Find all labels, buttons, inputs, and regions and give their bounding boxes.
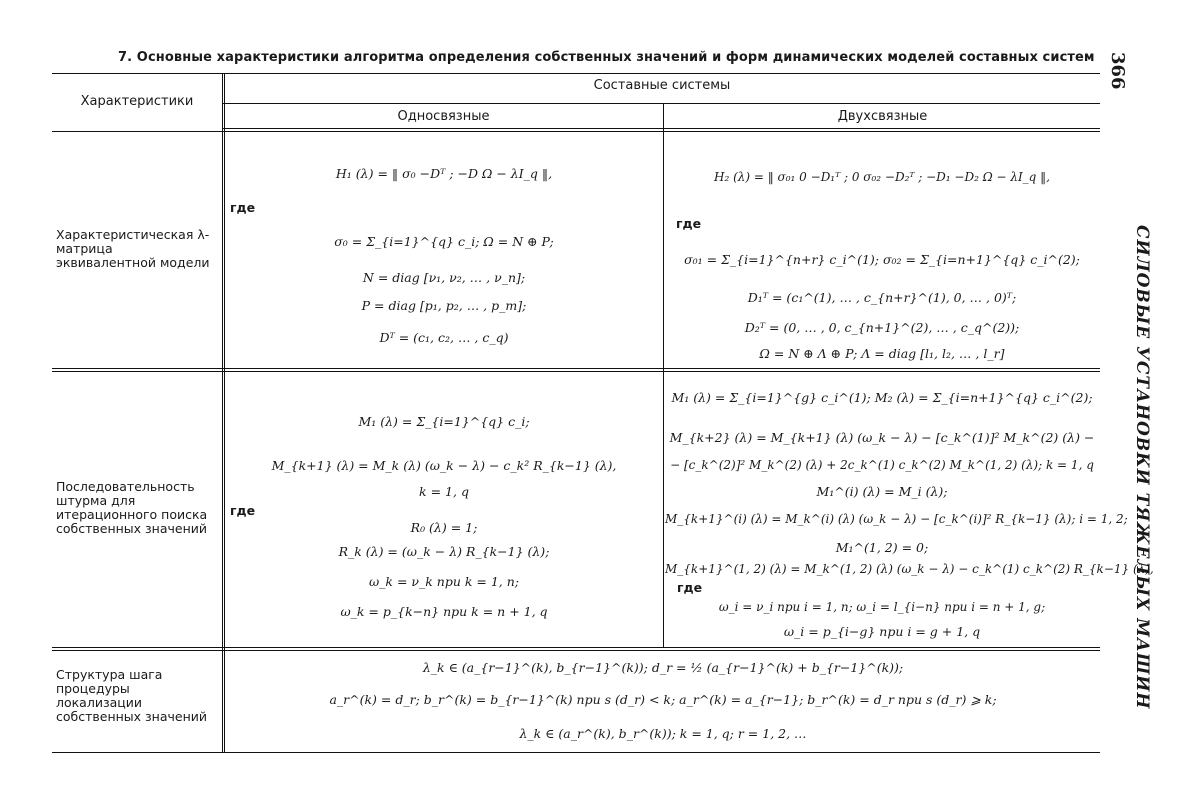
- formula: N = diag [ν₁, ν₂, … , ν_n];: [362, 270, 526, 285]
- formula: M₁ (λ) = Σ_{i=1}^{g} c_i^(1); M₂ (λ) = Σ_{i=n+1}^{q} c_i^(2);: [671, 390, 1093, 405]
- table-caption: 7. Основные характеристики алгоритма определения собственных значений и форм динамических моделей составных систем: [118, 50, 1095, 65]
- formula: ω_k = p_{k−n} при k = n + 1, q: [340, 604, 548, 619]
- formula: M₁^(i) (λ) = M_i (λ);: [816, 484, 948, 499]
- formula: D₂ᵀ = (0, … , 0, c_{n+1}^(2), … , c_q^(2));: [744, 320, 1020, 335]
- formula: − [c_k^(2)]² M_k^(2) (λ) + 2c_k^(1) c_k^(2) M_k^(1, 2) (λ); k = 1, q: [670, 458, 1094, 472]
- formula: R₀ (λ) = 1;: [410, 520, 478, 535]
- running-head: СИЛОВЫЕ УСТАНОВКИ ТЯЖЕЛЫХ МАШИН: [1132, 225, 1152, 710]
- formula: D₁ᵀ = (c₁^(1), … , c_{n+r}^(1), 0, … , 0)ᵀ;: [747, 290, 1017, 305]
- header-characteristics: Характеристики: [80, 94, 194, 109]
- header-double-connected: Двухсвязные: [837, 109, 928, 124]
- formula: M_{k+2} (λ) = M_{k+1} (λ) (ω_k − λ) − [c_k^(1)]² M_k^(2) (λ) −: [669, 430, 1095, 445]
- formula: Dᵀ = (c₁, c₂, … , c_q): [379, 330, 509, 345]
- formula: M₁ (λ) = Σ_{i=1}^{q} c_i;: [358, 414, 530, 429]
- where-label: где: [676, 216, 702, 231]
- formula: ω_i = p_{i−g} при i = g + 1, q: [783, 624, 981, 639]
- formula: σ₀ = Σ_{i=1}^{q} c_i; Ω = N ⊕ P;: [334, 234, 554, 249]
- where-label: где: [230, 503, 256, 518]
- where-label: где: [230, 200, 256, 215]
- row-label-sturm: Последовательность штурма для итерационного поиска собственных значений: [56, 479, 208, 536]
- formula: k = 1, q: [419, 484, 469, 499]
- where-label: где: [677, 580, 703, 595]
- formula: ω_i = ν_i при i = 1, n; ω_i = l_{i−n} при i = n + 1, g;: [718, 600, 1046, 614]
- formula: a_r^(k) = d_r; b_r^(k) = b_{r−1}^(k) при s (d_r) < k; a_r^(k) = a_{r−1}; b_r^(k) = d_r при s (d_r) ⩾ k;: [329, 692, 997, 707]
- formula: λ_k ∈ (a_r^(k), b_r^(k)); k = 1, q; r = 1, 2, …: [519, 726, 807, 741]
- formula: H₁ (λ) = ‖ σ₀ −Dᵀ ; −D Ω − λI_q ‖,: [335, 166, 553, 181]
- formula: M_{k+1}^(1, 2) (λ) = M_k^(1, 2) (λ) (ω_k − λ) − c_k^(1) c_k^(2) R_{k−1} (λ),: [665, 562, 1154, 576]
- formula: σ₀₁ = Σ_{i=1}^{n+r} c_i^(1); σ₀₂ = Σ_{i=n+1}^{q} c_i^(2);: [684, 252, 1080, 267]
- formula: R_k (λ) = (ω_k − λ) R_{k−1} (λ);: [338, 544, 550, 559]
- formula: Ω = N ⊕ Λ ⊕ P; Λ = diag [l₁, l₂, … , l_r]: [759, 346, 1005, 361]
- formula: P = diag [p₁, p₂, … , p_m];: [361, 298, 527, 313]
- header-single-connected: Односвязные: [397, 109, 490, 124]
- page-number: 366: [1107, 52, 1128, 90]
- formula: M₁^(1, 2) = 0;: [835, 540, 929, 555]
- header-composite-systems: Составные системы: [593, 78, 731, 93]
- formula: H₂ (λ) = ‖ σ₀₁ 0 −D₁ᵀ ; 0 σ₀₂ −D₂ᵀ ; −D₁ −D₂ Ω − λI_q ‖,: [714, 170, 1050, 184]
- formula: M_{k+1} (λ) = M_k (λ) (ω_k − λ) − c_k² R_{k−1} (λ),: [271, 458, 617, 473]
- row-label-matrix: Характеристическая λ-матрица эквивалентной модели: [56, 227, 210, 270]
- formula: M_{k+1}^(i) (λ) = M_k^(i) (λ) (ω_k − λ) − [c_k^(i)]² R_{k−1} (λ); i = 1, 2;: [665, 512, 1128, 526]
- row-label-localization: Структура шага процедуры локализации собственных значений: [56, 667, 208, 724]
- formula: λ_k ∈ (a_{r−1}^(k), b_{r−1}^(k)); d_r = ½ (a_{r−1}^(k) + b_{r−1}^(k));: [422, 660, 904, 675]
- formula: ω_k = ν_k при k = 1, n;: [368, 574, 520, 589]
